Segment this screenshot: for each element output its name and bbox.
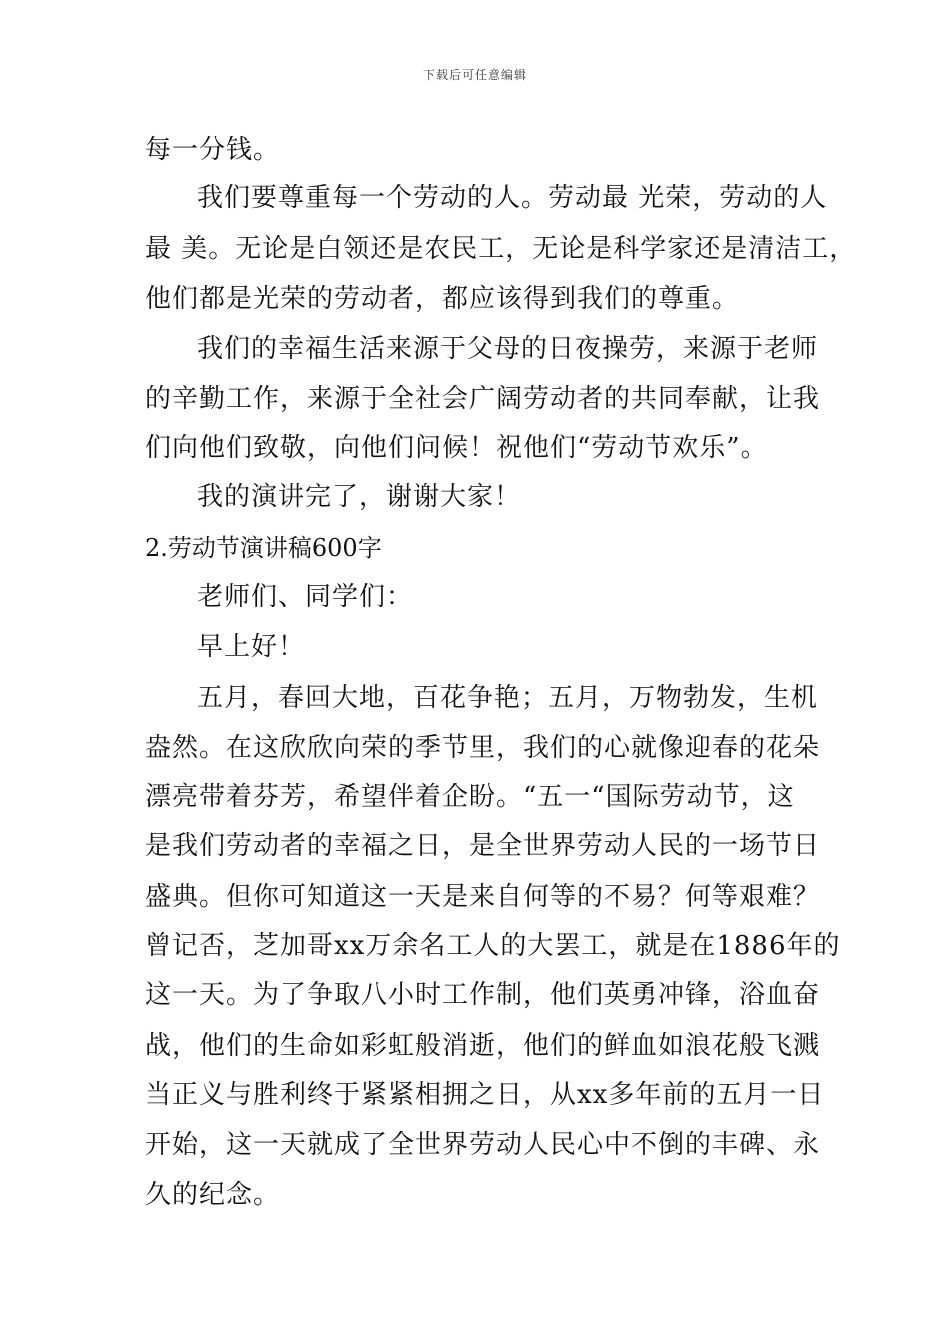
text-line: 漂亮带着芬芳，希望伴着企盼。“五一“国际劳动节，这 xyxy=(145,782,795,812)
text-line: 我的演讲完了，谢谢大家！ xyxy=(197,482,522,512)
text-line: 每一分钱。 xyxy=(145,135,281,165)
text-line: 盎然。在这欣欣向荣的季节里，我们的心就像迎春的花朵 xyxy=(145,733,821,763)
text-line: 是我们劳动者的幸福之日，是全世界劳动人民的一场节日 xyxy=(145,831,821,861)
text-line: 早上好！ xyxy=(197,632,306,662)
text-line: 曾记否，芝加哥xx万余名工人的大罢工，就是在1886年的 xyxy=(145,931,841,961)
text-line: 最 美。无论是白领还是农民工，无论是科学家还是清洁工， xyxy=(145,234,857,264)
text-line: 久的纪念。 xyxy=(145,1180,281,1210)
text-line: 们向他们致敬，向他们问候！祝他们“劳动节欢乐”。 xyxy=(145,433,768,463)
text-line: 我们要尊重每一个劳动的人。劳动最 光荣，劳动的人 xyxy=(197,183,828,213)
text-line: 盛典。但你可知道这一天是来自何等的不易？何等艰难？ xyxy=(145,882,821,912)
page-header: 下载后可任意编辑 xyxy=(422,68,527,82)
text-line: 五月，春回大地，百花争艳；五月，万物勃发，生机 xyxy=(197,683,819,713)
text-line: 战，他们的生命如彩虹般消逝，他们的鲜血如浪花般飞溅 xyxy=(145,1031,821,1061)
text-line: 开始，这一天就成了全世界劳动人民心中不倒的丰碑、永 xyxy=(145,1130,821,1160)
text-line: 这一天。为了争取八小时工作制，他们英勇冲锋，浴血奋 xyxy=(145,980,821,1010)
text-line: 他们都是光荣的劳动者，都应该得到我们的尊重。 xyxy=(145,284,740,314)
text-line: 老师们、同学们： xyxy=(197,582,414,612)
section-heading: 2.劳动节演讲稿600字 xyxy=(145,534,382,562)
text-line: 我们的幸福生活来源于父母的日夜操劳，来源于老师 xyxy=(197,334,819,364)
text-line: 当正义与胜利终于紧紧相拥之日，从xx多年前的五月一日 xyxy=(145,1080,825,1110)
text-line: 的辛勤工作，来源于全社会广阔劳动者的共同奉献，让我 xyxy=(145,384,821,414)
